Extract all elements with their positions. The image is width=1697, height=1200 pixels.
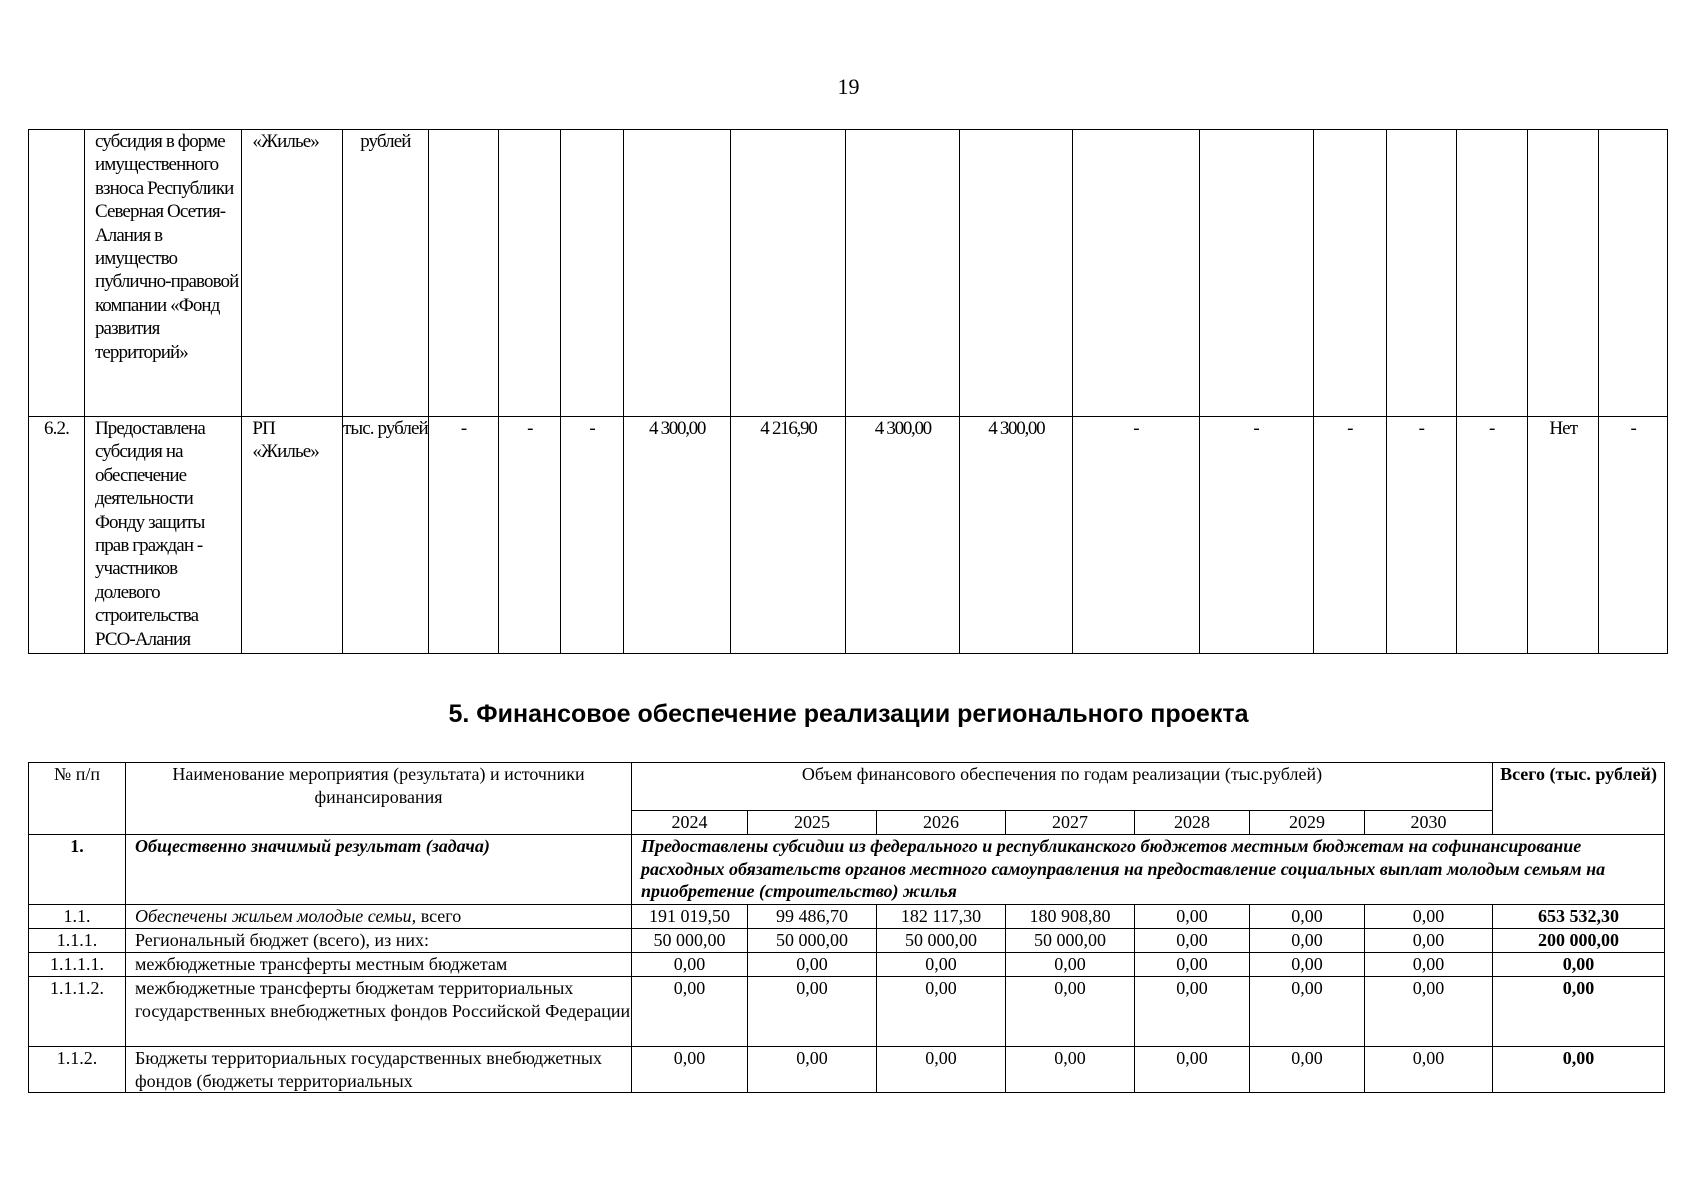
- year-value: 0,00: [1365, 1047, 1493, 1093]
- project-name: РП «Жилье»: [242, 417, 342, 654]
- year-value: 180 908,80: [1006, 905, 1135, 929]
- value-cell: -: [1199, 417, 1313, 654]
- row-total: 0,00: [1493, 953, 1665, 977]
- year-value: 0,00: [632, 977, 748, 1047]
- table-row: [29, 417, 1668, 654]
- header-num: № п/п: [29, 763, 126, 835]
- row-number: 6.2.: [29, 417, 85, 654]
- year-value: 0,00: [748, 1047, 877, 1093]
- year-value: 0,00: [1250, 977, 1365, 1047]
- value-cell: [1599, 130, 1668, 417]
- value-cell: -: [1073, 417, 1199, 654]
- year-value: 99 486,70: [748, 905, 877, 929]
- year-header: 2025: [748, 811, 877, 835]
- value-cell: [1313, 130, 1387, 417]
- row-name: Бюджеты территориальных государственных внебюджетных фондов (бюджеты территориальных: [126, 1047, 632, 1093]
- task-description: Предоставлены субсидии из федерального и республиканского бюджетов местным бюджетам на софинансирование расходных обязательств органов местного самоуправления на предоставление социальных выплат молодым семьям на приобретение (строительство) жилья: [632, 835, 1665, 905]
- row-number: 1.1.2.: [29, 1047, 126, 1093]
- indicators-table-continuation: [28, 129, 1668, 654]
- value-cell: [623, 130, 731, 417]
- row-number: 1.1.1.: [29, 929, 126, 953]
- year-value: 0,00: [1365, 953, 1493, 977]
- year-value: 182 117,30: [877, 905, 1006, 929]
- year-header: 2027: [1006, 811, 1135, 835]
- value-cell: -: [1313, 417, 1387, 654]
- task-name: Общественно значимый результат (задача): [126, 835, 632, 905]
- year-value: 0,00: [877, 953, 1006, 977]
- row-name: Региональный бюджет (всего), из них:: [126, 929, 632, 953]
- year-value: 191 019,50: [632, 905, 748, 929]
- value-cell: [1528, 130, 1599, 417]
- year-value: 50 000,00: [632, 929, 748, 953]
- value-cell: -: [1456, 417, 1527, 654]
- table-row: [29, 1047, 1665, 1093]
- value-cell: [960, 130, 1073, 417]
- table-row: [29, 977, 1665, 1047]
- year-value: 0,00: [1006, 977, 1135, 1047]
- value-cell: -: [1387, 417, 1456, 654]
- section-title: 5. Финансовое обеспечение реализации регионального проекта: [448, 700, 1249, 728]
- year-value: 0,00: [1135, 1047, 1250, 1093]
- table-row: [29, 953, 1665, 977]
- value-cell: -: [499, 417, 561, 654]
- row-name-italic: Обеспечены жильем молодые семьи,: [135, 906, 417, 926]
- year-value: 0,00: [1135, 977, 1250, 1047]
- year-value: 50 000,00: [877, 929, 1006, 953]
- value-cell: -: [428, 417, 498, 654]
- year-value: 50 000,00: [1006, 929, 1135, 953]
- value-cell: Нет: [1528, 417, 1599, 654]
- year-value: 0,00: [1135, 929, 1250, 953]
- row-total: 653 532,30: [1493, 905, 1665, 929]
- row-name: межбюджетные трансферты бюджетам территориальных государственных внебюджетных фондов Российской Федерации: [126, 977, 632, 1047]
- row-name: [126, 905, 632, 929]
- row-number: 1.1.1.1.: [29, 953, 126, 977]
- page-number: 19: [837, 74, 860, 99]
- year-header: 2024: [632, 811, 748, 835]
- row-number: 1.1.1.2.: [29, 977, 126, 1047]
- value-cell: [1199, 130, 1313, 417]
- year-header: 2026: [877, 811, 1006, 835]
- task-row: [29, 835, 1665, 905]
- task-num: 1.: [29, 835, 126, 905]
- year-header: 2028: [1135, 811, 1250, 835]
- row-total: 0,00: [1493, 977, 1665, 1047]
- table-row: [29, 130, 1668, 417]
- header-volume: Объем финансового обеспечения по годам реализации (тыс.рублей): [632, 763, 1493, 811]
- row-total: 200 000,00: [1493, 929, 1665, 953]
- value-cell: 4 300,00: [960, 417, 1073, 654]
- row-number: 1.1.: [29, 905, 126, 929]
- row-total: 0,00: [1493, 1047, 1665, 1093]
- year-value: 0,00: [1006, 1047, 1135, 1093]
- value-cell: 4 300,00: [846, 417, 960, 654]
- table-row: [29, 929, 1665, 953]
- value-cell: [731, 130, 846, 417]
- year-value: 0,00: [748, 977, 877, 1047]
- project-name: «Жилье»: [242, 130, 342, 417]
- year-value: 0,00: [1006, 953, 1135, 977]
- row-name: межбюджетные трансферты местным бюджетам: [126, 953, 632, 977]
- unit: рублей: [342, 130, 428, 417]
- year-value: 0,00: [1365, 977, 1493, 1047]
- year-value: 0,00: [1250, 905, 1365, 929]
- table-row: [29, 905, 1665, 929]
- row-number: [29, 130, 85, 417]
- finance-table: [28, 762, 1665, 1093]
- value-cell: -: [1599, 417, 1668, 654]
- value-cell: [1387, 130, 1456, 417]
- year-value: 0,00: [1135, 953, 1250, 977]
- year-value: 0,00: [1365, 905, 1493, 929]
- year-value: 0,00: [748, 953, 877, 977]
- header-row: [29, 763, 1665, 811]
- year-header: 2029: [1250, 811, 1365, 835]
- year-value: 50 000,00: [748, 929, 877, 953]
- unit: тыс. рублей: [342, 417, 428, 654]
- value-cell: -: [561, 417, 623, 654]
- value-cell: 4 300,00: [623, 417, 731, 654]
- year-value: 0,00: [1250, 929, 1365, 953]
- year-value: 0,00: [877, 977, 1006, 1047]
- value-cell: [1073, 130, 1199, 417]
- result-name: Предоставлена субсидия на обеспечение деятельности Фонду защиты прав граждан - участников долевого строительства РСО-Алания: [84, 417, 241, 654]
- header-total: Всего (тыс. рублей): [1493, 763, 1665, 835]
- year-value: 0,00: [632, 953, 748, 977]
- value-cell: 4 216,90: [731, 417, 846, 654]
- value-cell: [846, 130, 960, 417]
- row-name-text: всего: [416, 906, 462, 926]
- year-value: 0,00: [1250, 953, 1365, 977]
- year-value: 0,00: [632, 1047, 748, 1093]
- value-cell: [1456, 130, 1527, 417]
- year-value: 0,00: [1250, 1047, 1365, 1093]
- year-value: 0,00: [877, 1047, 1006, 1093]
- year-value: 0,00: [1135, 905, 1250, 929]
- header-name: Наименование мероприятия (результата) и источники финансирования: [126, 763, 632, 835]
- year-header: 2030: [1365, 811, 1493, 835]
- value-cell: [499, 130, 561, 417]
- value-cell: [428, 130, 498, 417]
- value-cell: [561, 130, 623, 417]
- year-value: 0,00: [1365, 929, 1493, 953]
- result-name: субсидия в форме имущественного взноса Республики Северная Осетия-Алания в имущество публично-правовой компании «Фонд развития территорий»: [84, 130, 241, 417]
